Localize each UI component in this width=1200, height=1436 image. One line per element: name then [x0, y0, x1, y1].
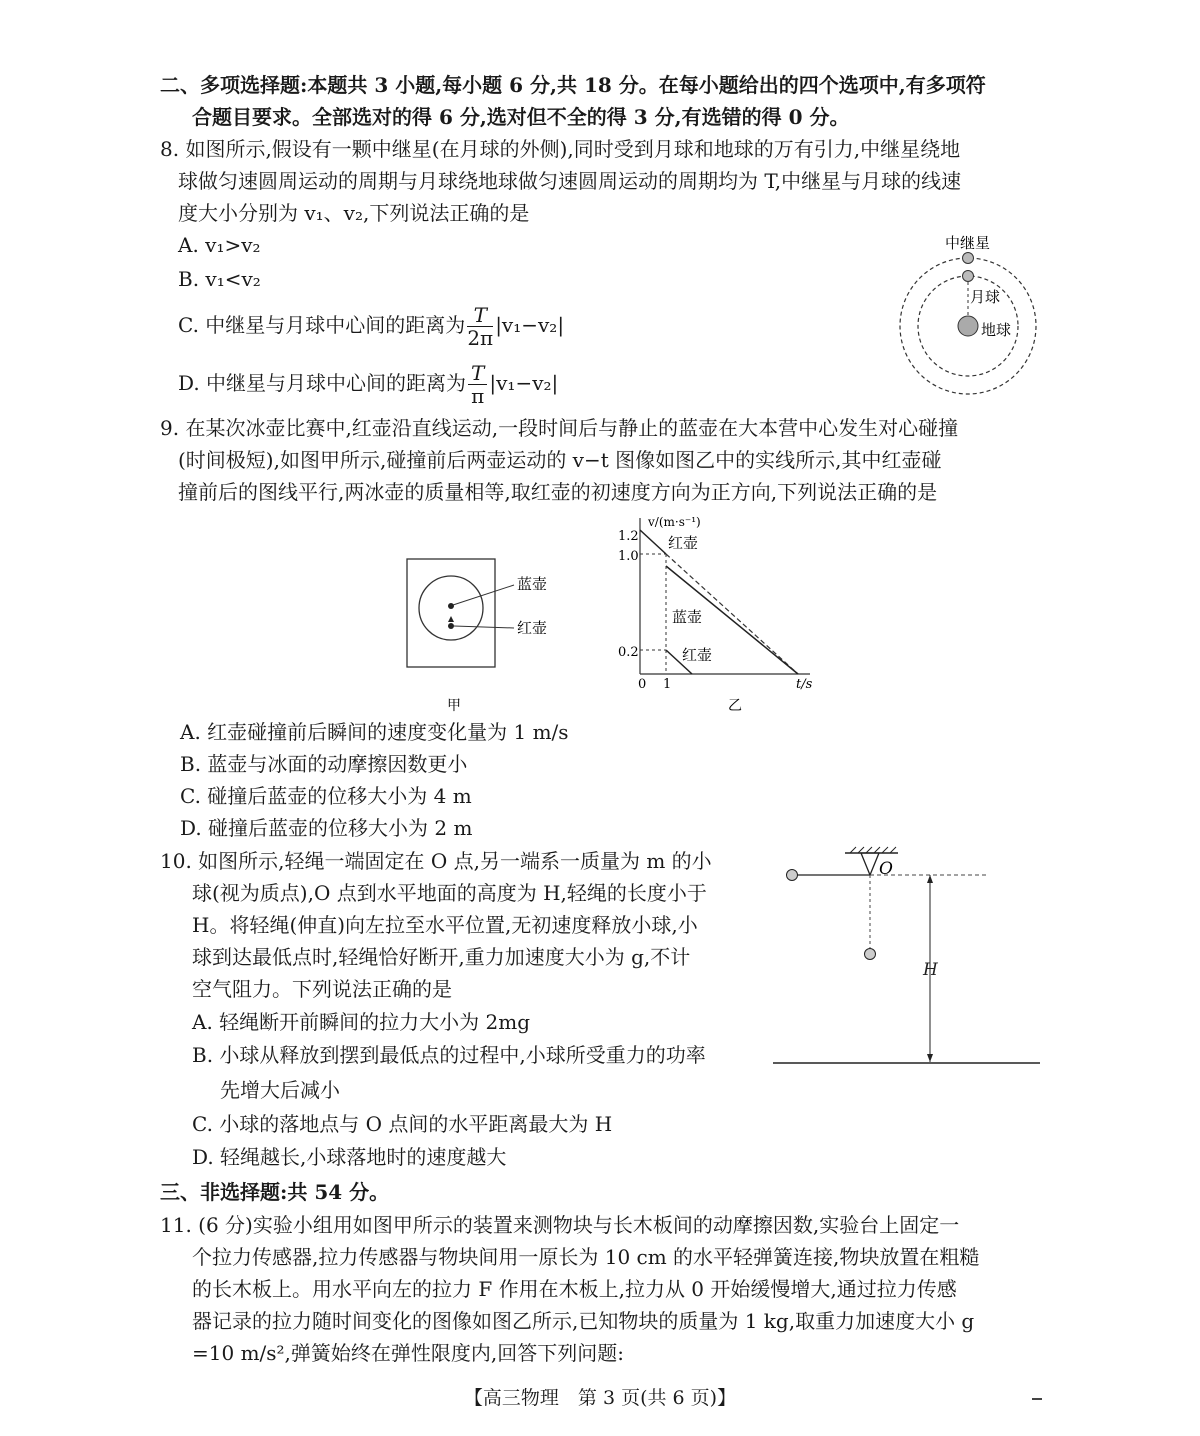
section3-heading: 三、非选择题:共 54 分。: [160, 1180, 390, 1204]
tick-1-0: 1.0: [618, 549, 639, 564]
relay-star: [963, 253, 974, 264]
q9-figure-yi-vt-graph: [610, 510, 820, 715]
pivot-support: [861, 853, 879, 875]
t-axis-label: t/s: [796, 677, 813, 692]
ceiling-hatch: [850, 847, 856, 853]
q10-option-c: C. 小球的落地点与 O 点间的水平距离最大为 H: [192, 1112, 613, 1136]
relay-star-label: 中继星: [945, 234, 991, 252]
q11-line3: 的长木板上。用水平向左的拉力 F 作用在木板上,拉力从 0 开始缓慢增大,通过拉力传感: [192, 1277, 957, 1301]
q8-stem-line3: 度大小分别为 v₁、v₂,下列说法正确的是: [178, 201, 530, 225]
blue-mid-label: 蓝壶: [672, 608, 703, 626]
red-stone: [448, 623, 454, 629]
q11-line1: 11. (6 分)实验小组用如图甲所示的装置来测物块与长木板间的动摩擦因数,实验台上固定一: [160, 1213, 960, 1237]
q11-line2: 个拉力传感器,拉力传感器与物块间用一原长为 10 cm 的水平轻弹簧连接,物块放置在粗糙: [192, 1245, 980, 1269]
q10-stem-line3: H。将轻绳(伸直)向左拉至水平位置,无初速度释放小球,小: [192, 913, 698, 937]
q9-figure-jia: [400, 555, 570, 715]
q8-option-c-abs: |v₁−v₂|: [495, 313, 565, 337]
q10-stem-line1: 10. 如图所示,轻绳一端固定在 O 点,另一端系一质量为 m 的小: [160, 849, 712, 873]
q9-stem-line2: (时间极短),如图甲所示,碰撞前后两壶运动的 v−t 图像如图乙中的实线所示,其中红壶碰: [178, 448, 942, 472]
tick-0: 0: [638, 677, 647, 692]
tick-1-2: 1.2: [618, 529, 639, 544]
earth-label: 地球: [981, 321, 1012, 339]
tick-0-2: 0.2: [618, 645, 639, 660]
q8-option-d-text: D. 中继星与月球中心间的距离为: [178, 371, 467, 395]
q10-stem-line5: 空气阻力。下列说法正确的是: [192, 977, 452, 1001]
section2-heading-line2: 合题目要求。全部选对的得 6 分,选对但不全的得 3 分,有选错的得 0 分。: [192, 105, 850, 129]
page-footer: 【高三物理 第 3 页(共 6 页)】: [463, 1387, 737, 1409]
blue-stone-label: 蓝壶: [517, 575, 548, 593]
q8-option-c-text: C. 中继星与月球中心间的距离为: [178, 313, 466, 337]
height-h-label: H: [923, 960, 938, 980]
ceiling-hatch: [874, 847, 880, 853]
q8-option-d-fraction: [468, 362, 487, 407]
v-axis-label: v/(m·s⁻¹): [648, 515, 701, 529]
fraction-denominator: π: [471, 384, 485, 408]
q8-stem-line1: 8. 如图所示,假设有一颗中继星(在月球的外侧),同时受到月球和地球的万有引力,中继星绕地: [160, 137, 961, 161]
q10-option-a: A. 轻绳断开前瞬间的拉力大小为 2mg: [192, 1010, 531, 1034]
q11-line4: 器记录的拉力随时间变化的图像如图乙所示,已知物块的质量为 1 kg,取重力加速度大小 g: [192, 1309, 975, 1333]
ceiling-hatch: [858, 847, 864, 853]
q10-option-d: D. 轻绳越长,小球落地时的速度越大: [192, 1145, 507, 1169]
earth: [958, 316, 978, 336]
arrow-down-icon: [927, 1054, 933, 1062]
q9-option-d: D. 碰撞后蓝壶的位移大小为 2 m: [180, 816, 473, 840]
ice-rink-box: [407, 559, 495, 667]
q8-stem-line2: 球做匀速圆周运动的周期与月球绕地球做匀速圆周运动的周期均为 T,中继星与月球的线速: [178, 169, 962, 193]
fraction-numerator: T: [467, 304, 493, 327]
point-o-label: O: [879, 859, 893, 879]
q8-orbit-diagram: [890, 228, 1050, 408]
q9-stem-line3: 撞前后的图线平行,两冰壶的质量相等,取红壶的初速度方向为正方向,下列说法正确的是: [178, 480, 938, 504]
q10-option-b-line1: B. 小球从释放到摆到最低点的过程中,小球所受重力的功率: [192, 1043, 706, 1067]
ceiling-hatch: [890, 847, 896, 853]
ceiling-hatch: [882, 847, 888, 853]
q8-option-a: A. v₁>v₂: [178, 233, 261, 257]
figure-yi-caption: 乙: [728, 698, 742, 714]
blue-leader-line: [453, 585, 514, 605]
tick-1: 1: [663, 677, 672, 692]
q10-option-b-line2: 先增大后减小: [220, 1078, 340, 1102]
red-top-label: 红壶: [668, 534, 699, 552]
q10-stem-line2: 球(视为质点),O 点到水平地面的高度为 H,轻绳的长度小于: [192, 881, 707, 905]
fraction-numerator: T: [468, 362, 487, 385]
q8-option-d-abs: |v₁−v₂|: [489, 371, 559, 395]
red-low-label: 红壶: [682, 646, 713, 664]
ball-release: [787, 870, 798, 881]
blue-stone: [448, 603, 454, 609]
figure-jia-caption: 甲: [447, 698, 461, 714]
ball-lowest: [865, 949, 876, 960]
red-leader-line: [454, 626, 514, 628]
ceiling-hatch: [866, 847, 872, 853]
red-before-line: [640, 530, 666, 554]
q8-option-c: [178, 300, 564, 350]
q9-stem-line1: 9. 在某次冰壶比赛中,红壶沿直线运动,一段时间后与静止的蓝壶在大本营中心发生对心碰撞: [160, 416, 959, 440]
q8-option-c-fraction: [467, 304, 493, 349]
moon-label: 月球: [970, 288, 1001, 306]
arrow-up-icon: [927, 875, 933, 883]
corner-mark: [1032, 1398, 1042, 1400]
q10-pendulum-diagram: [770, 845, 1050, 1070]
section2-heading-line1: 二、多项选择题:本题共 3 小题,每小题 6 分,共 18 分。在每小题给出的四个选项中,有多项符: [160, 73, 986, 97]
q10-stem-line4: 球到达最低点时,轻绳恰好断开,重力加速度大小为 g,不计: [192, 945, 691, 969]
q9-option-b: B. 蓝壶与冰面的动摩擦因数更小: [180, 752, 468, 776]
moon: [963, 271, 974, 282]
q9-option-a: A. 红壶碰撞前后瞬间的速度变化量为 1 m/s: [180, 720, 569, 744]
q9-option-c: C. 碰撞后蓝壶的位移大小为 4 m: [180, 784, 472, 808]
arrow-icon: [448, 616, 454, 622]
q8-option-b: B. v₁<v₂: [178, 267, 261, 291]
fraction-denominator: 2π: [467, 326, 494, 350]
red-stone-label: 红壶: [517, 619, 548, 637]
q11-line5: =10 m/s²,弹簧始终在弹性限度内,回答下列问题:: [192, 1341, 625, 1365]
q8-option-d: [178, 358, 558, 408]
